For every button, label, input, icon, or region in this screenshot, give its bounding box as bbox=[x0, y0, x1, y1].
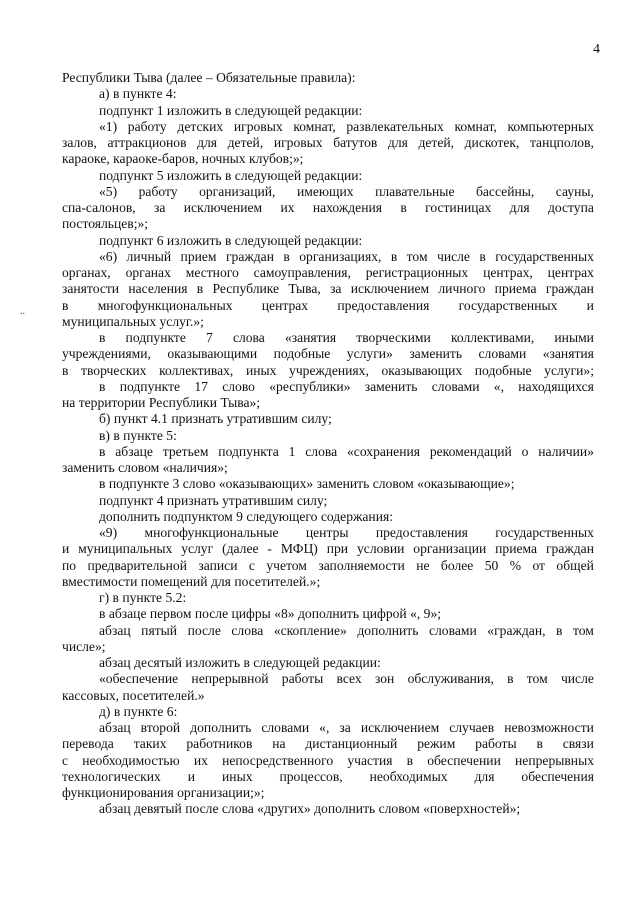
word: их bbox=[193, 752, 208, 768]
text-line: заменить словом «наличия»; bbox=[62, 460, 228, 475]
word: имеющих bbox=[296, 183, 354, 199]
word: спа-салонов, bbox=[62, 200, 136, 215]
word: за bbox=[330, 281, 342, 297]
word: коллективами, bbox=[450, 330, 535, 345]
word: МФЦ) bbox=[280, 541, 318, 557]
word: подпункте bbox=[125, 330, 186, 345]
text-line: в абзаце первом после цифры «8» дополнить цифрой «, 9»; bbox=[99, 606, 442, 622]
word: за bbox=[339, 720, 351, 735]
text-line: функционирования организации;»; bbox=[62, 785, 265, 800]
word: работу bbox=[138, 183, 178, 199]
word: записи bbox=[198, 557, 238, 573]
word: развлекательных bbox=[346, 118, 444, 134]
word: в bbox=[99, 443, 106, 459]
word: работы bbox=[281, 671, 324, 687]
word: числе bbox=[560, 671, 594, 687]
word: всех bbox=[336, 671, 362, 687]
word: словами bbox=[431, 378, 480, 394]
text-line bbox=[62, 558, 594, 574]
word: необходимостью bbox=[82, 752, 180, 768]
word: Тыва, bbox=[288, 281, 321, 297]
word: после bbox=[187, 622, 221, 638]
word: рекомендаций bbox=[429, 443, 512, 459]
word: «скопление» bbox=[273, 622, 347, 638]
word: организаций, bbox=[199, 183, 276, 199]
word: подпункта bbox=[218, 443, 279, 459]
word: условии bbox=[356, 541, 405, 557]
text-line: вместимости помещений для посетителей.»; bbox=[62, 573, 321, 589]
word: том bbox=[572, 622, 594, 638]
word: 7 bbox=[206, 330, 213, 345]
word: услуг bbox=[181, 541, 214, 557]
text-line: на территории Республики Тыва»; bbox=[62, 395, 261, 410]
word: услуги» bbox=[346, 346, 393, 362]
word: комнат, bbox=[293, 118, 336, 134]
word: на bbox=[272, 736, 286, 752]
word: исключением bbox=[183, 200, 263, 215]
word: доступа bbox=[547, 200, 594, 215]
text-line: подпункт 6 изложить в следующей редакции: bbox=[99, 232, 363, 248]
text-line bbox=[62, 736, 594, 752]
text-line: д) в пункте 6: bbox=[99, 703, 178, 719]
word: «1) bbox=[99, 118, 118, 134]
word: организациях, bbox=[299, 248, 382, 264]
word: в bbox=[283, 248, 290, 264]
word: словами bbox=[478, 346, 527, 362]
text-line: подпункт 1 изложить в следующей редакции: bbox=[99, 102, 363, 118]
word: центрах bbox=[547, 265, 594, 280]
text-line bbox=[62, 184, 594, 200]
word: в bbox=[196, 281, 204, 297]
word: учреждениями, bbox=[62, 346, 151, 362]
word: том bbox=[526, 671, 548, 687]
word: творческих bbox=[81, 362, 147, 378]
word: процессов, bbox=[279, 768, 343, 784]
text-line bbox=[62, 525, 594, 541]
word: гостиницах bbox=[425, 200, 492, 215]
text-line: муниципальных услуг.»; bbox=[62, 313, 204, 329]
text-line bbox=[62, 119, 594, 135]
word: государственных bbox=[495, 525, 594, 540]
word: непрерывной bbox=[191, 671, 269, 687]
word: обеспечении bbox=[427, 752, 501, 768]
text-line bbox=[62, 720, 594, 736]
word: занятости bbox=[62, 281, 120, 297]
word: с bbox=[248, 557, 255, 573]
text-line: подпункт 4 признать утратившим силу; bbox=[99, 492, 328, 508]
word: не bbox=[416, 557, 430, 573]
word: «занятия bbox=[284, 330, 337, 345]
word: для bbox=[509, 200, 530, 215]
text-line: в подпункте 3 слово «оказывающих» заменить словом «оказывающие»; bbox=[99, 476, 515, 492]
word: в bbox=[400, 200, 407, 215]
word: словами bbox=[428, 622, 477, 638]
word: центрах, bbox=[483, 265, 533, 280]
word: обеспечения bbox=[521, 768, 594, 784]
word: наличии» bbox=[538, 443, 594, 459]
word: заменить bbox=[409, 346, 463, 362]
word: подпункте bbox=[119, 378, 181, 394]
word: в bbox=[507, 671, 514, 687]
text-line bbox=[62, 769, 594, 785]
word: работы bbox=[475, 736, 517, 752]
word: слова bbox=[305, 443, 338, 459]
word: слово bbox=[222, 378, 255, 394]
text-line: дополнить подпунктом 9 следующего содержания: bbox=[99, 508, 394, 524]
word: регистрационных bbox=[365, 265, 469, 280]
word: 17 bbox=[194, 378, 208, 394]
text-line: постояльцев;»; bbox=[62, 216, 149, 232]
word: «обеспечение bbox=[99, 671, 179, 687]
text-line bbox=[62, 281, 594, 297]
word: необходимых bbox=[369, 768, 448, 784]
word: % bbox=[509, 557, 522, 573]
word: Республике bbox=[212, 281, 280, 297]
word: с bbox=[62, 752, 69, 768]
word: режим bbox=[417, 736, 456, 752]
word: и bbox=[62, 541, 70, 557]
word: подобные bbox=[273, 346, 331, 362]
word: предварительной bbox=[87, 557, 187, 573]
text-line bbox=[62, 753, 594, 769]
word: зон bbox=[374, 671, 395, 687]
word: детей, bbox=[418, 135, 455, 150]
word: «6) bbox=[99, 248, 118, 264]
word: оказывающими bbox=[167, 346, 258, 362]
word: личный bbox=[126, 248, 172, 264]
text-line bbox=[62, 379, 594, 395]
word: исключением bbox=[350, 281, 430, 297]
word: детских bbox=[177, 118, 224, 134]
text-line bbox=[62, 671, 594, 687]
word: населения bbox=[128, 281, 188, 297]
word: числе bbox=[437, 248, 470, 264]
word: слова bbox=[231, 622, 264, 638]
word: центры bbox=[305, 525, 349, 540]
word: словами bbox=[261, 720, 310, 735]
word: в bbox=[390, 248, 398, 264]
word: иными bbox=[554, 330, 594, 345]
word: связи bbox=[562, 736, 594, 752]
text-line bbox=[62, 363, 594, 379]
word: работу bbox=[127, 118, 167, 134]
word: приема bbox=[495, 541, 538, 557]
word: третьем bbox=[162, 443, 209, 459]
word: граждан bbox=[545, 541, 594, 557]
word: танцполов, bbox=[529, 135, 594, 150]
text-line bbox=[62, 265, 594, 281]
word: случаев bbox=[449, 720, 495, 735]
word: «граждан, bbox=[487, 622, 546, 638]
word: технологических bbox=[62, 768, 161, 784]
text-line bbox=[62, 541, 594, 557]
word: общей bbox=[556, 557, 594, 573]
word: непрерывных bbox=[515, 752, 594, 768]
word: для bbox=[387, 135, 408, 150]
word: подобные bbox=[474, 362, 532, 378]
word: слова bbox=[232, 330, 265, 345]
text-line: подпункт 5 изложить в следующей редакции: bbox=[99, 167, 363, 183]
text-line: караоке, караоке-баров, ночных клубов;»; bbox=[62, 151, 304, 167]
word: многофункциональных bbox=[97, 297, 233, 313]
word: находящихся bbox=[518, 378, 594, 394]
text-line bbox=[62, 623, 594, 639]
word: невозможности bbox=[504, 720, 594, 735]
word: таких bbox=[133, 736, 167, 752]
word: 50 bbox=[484, 557, 499, 573]
word: в bbox=[99, 330, 106, 345]
text-line bbox=[62, 444, 594, 460]
word: работников bbox=[186, 736, 253, 752]
word: исключением bbox=[360, 720, 440, 735]
word: игровых bbox=[273, 135, 323, 150]
text-line bbox=[62, 298, 594, 314]
text-line bbox=[62, 200, 594, 216]
word: непосредственного bbox=[222, 752, 334, 768]
word: о bbox=[521, 443, 529, 459]
margin-mark: .. bbox=[20, 306, 25, 317]
text-line: кассовых, посетителей.» bbox=[62, 687, 205, 703]
word: услуги»; bbox=[544, 362, 594, 378]
word: в bbox=[556, 622, 563, 638]
word: бассейны, bbox=[475, 183, 535, 199]
word: пятый bbox=[141, 622, 178, 638]
word: иных bbox=[222, 768, 253, 784]
word: органах, bbox=[62, 265, 111, 280]
word: граждан bbox=[225, 248, 274, 264]
word: в bbox=[99, 378, 106, 394]
word: многофункциональные bbox=[144, 525, 279, 540]
text-line: а) в пункте 4: bbox=[99, 86, 177, 102]
word: оказывающих bbox=[381, 362, 463, 378]
word: от bbox=[532, 557, 545, 573]
word: по bbox=[62, 557, 77, 573]
word: для bbox=[474, 768, 495, 784]
word: заполняемости bbox=[318, 557, 405, 573]
word: - bbox=[267, 541, 272, 557]
word: залов, bbox=[62, 135, 97, 150]
word: заменить bbox=[364, 378, 418, 394]
word: государственных bbox=[458, 297, 558, 313]
text-line: в) в пункте 5: bbox=[99, 427, 177, 443]
text-line: Республики Тыва (далее – Обязательные правила): bbox=[62, 70, 356, 85]
word: участия bbox=[347, 752, 393, 768]
word: центрах bbox=[261, 297, 309, 313]
word: «, bbox=[493, 378, 504, 394]
word: «, bbox=[319, 720, 330, 735]
word: дистанционный bbox=[305, 736, 398, 752]
word: при bbox=[326, 541, 349, 557]
word: дополнить bbox=[190, 720, 252, 735]
word: том bbox=[406, 248, 428, 264]
word: государственных bbox=[495, 248, 594, 264]
word: «республики» bbox=[269, 378, 351, 394]
text-line bbox=[62, 346, 594, 362]
word: предоставления bbox=[337, 297, 430, 313]
text-line: числе»; bbox=[62, 638, 106, 654]
word: учреждениях, bbox=[289, 362, 369, 378]
word: в bbox=[479, 248, 486, 264]
word: «5) bbox=[99, 183, 118, 199]
word: муниципальных bbox=[78, 541, 173, 557]
word: для bbox=[197, 135, 218, 150]
text-line: г) в пункте 5.2: bbox=[99, 590, 187, 605]
text-line bbox=[62, 249, 594, 265]
word: аттракционов bbox=[107, 135, 187, 150]
word: детей, bbox=[227, 135, 264, 150]
word: органах bbox=[125, 265, 171, 280]
word: учетом bbox=[266, 557, 307, 573]
word: абзац bbox=[99, 622, 131, 638]
text-line bbox=[62, 135, 594, 151]
word: и bbox=[586, 297, 594, 313]
word: за bbox=[154, 200, 166, 215]
word: абзаце bbox=[115, 443, 153, 459]
word: и bbox=[187, 768, 196, 784]
word: нахождения bbox=[312, 200, 383, 215]
word: перевода bbox=[62, 736, 114, 752]
word: их bbox=[280, 200, 295, 215]
word: местного bbox=[185, 265, 239, 280]
word: прием bbox=[180, 248, 217, 264]
word: 1 bbox=[288, 443, 296, 459]
word: (далее bbox=[222, 541, 259, 557]
word: комнат, bbox=[454, 118, 497, 134]
word: коллективах, bbox=[159, 362, 234, 378]
word: дискотек, bbox=[464, 135, 520, 150]
word: «9) bbox=[99, 525, 118, 540]
text-line: б) пункт 4.1 признать утратившим силу; bbox=[99, 411, 332, 427]
word: организации bbox=[413, 541, 487, 557]
word: в bbox=[62, 362, 69, 378]
word: «сохранения bbox=[346, 443, 421, 459]
word: иных bbox=[245, 362, 277, 378]
word: абзац bbox=[99, 720, 131, 735]
word: приема bbox=[494, 281, 537, 297]
word: сауны, bbox=[555, 183, 594, 199]
text-line bbox=[62, 330, 594, 346]
word: самоуправления, bbox=[253, 265, 351, 280]
word: компьютерных bbox=[507, 118, 594, 134]
word: обслуживания, bbox=[407, 671, 494, 687]
word: игровых bbox=[233, 118, 283, 134]
word: «занятия bbox=[542, 346, 594, 362]
page-number: 4 bbox=[593, 42, 600, 57]
word: дополнить bbox=[357, 622, 419, 638]
word: граждан bbox=[545, 281, 594, 297]
word: более bbox=[440, 557, 474, 573]
word: второй bbox=[140, 720, 181, 735]
word: творческими bbox=[356, 330, 431, 345]
word: в bbox=[406, 752, 414, 768]
word: батутов bbox=[333, 135, 378, 150]
word: плавательные bbox=[375, 183, 455, 199]
word: в bbox=[536, 736, 543, 752]
word: в bbox=[62, 297, 69, 313]
text-line: абзац девятый после слова «других» дополнить словом «поверхностей»; bbox=[99, 801, 521, 817]
word: предоставления bbox=[375, 525, 468, 540]
text-line: абзац десятый изложить в следующей редакции: bbox=[99, 655, 381, 670]
document-body bbox=[62, 70, 594, 818]
word: личного bbox=[438, 281, 486, 297]
